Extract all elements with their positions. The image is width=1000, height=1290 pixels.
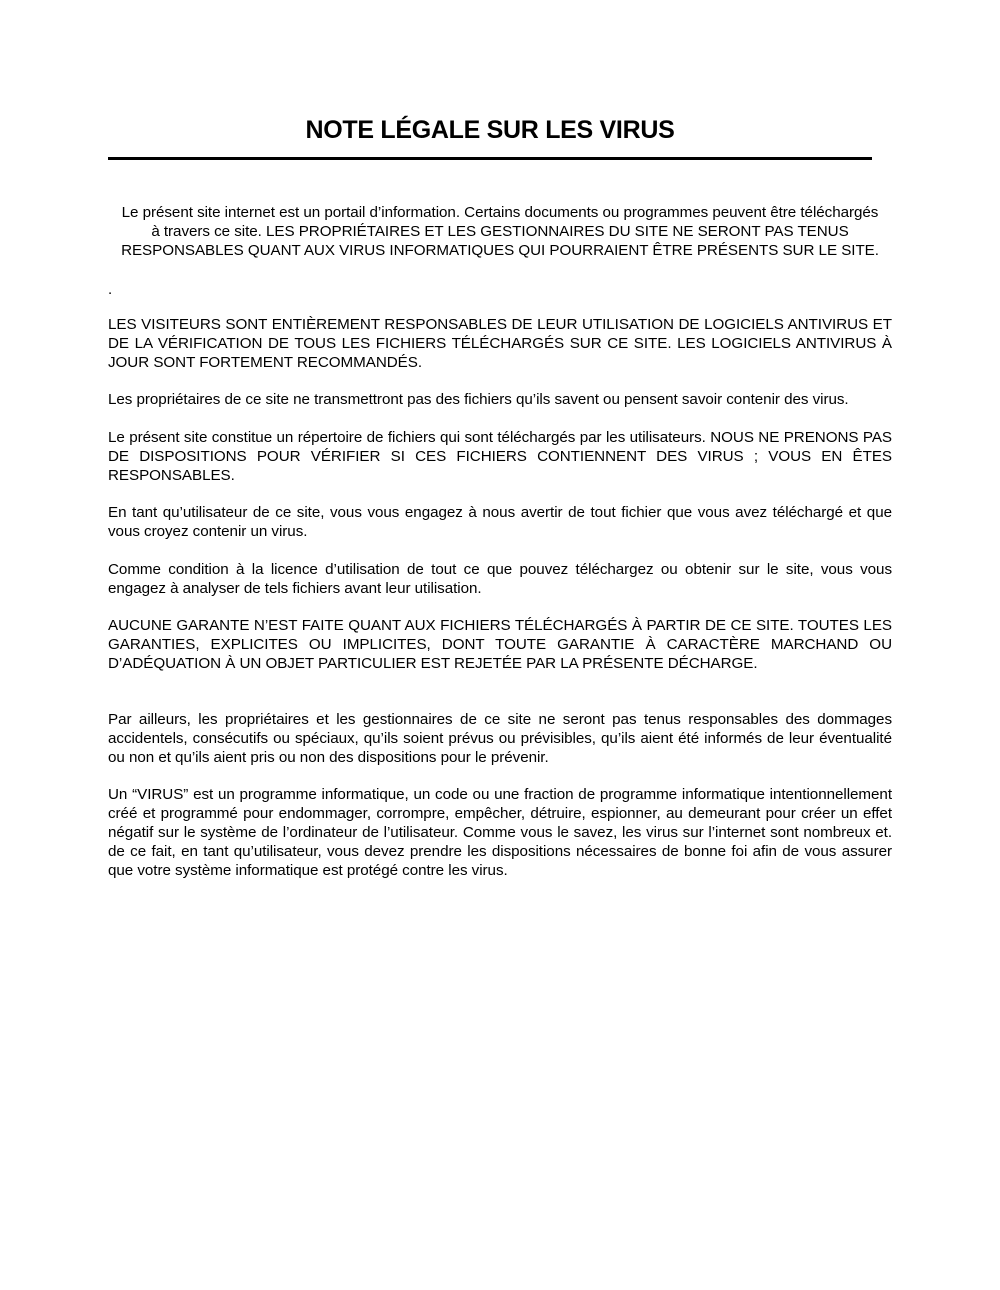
stray-period-mark: . — [108, 281, 113, 298]
paragraph-file-repository: Le présent site constitue un répertoire de fichiers qui sont téléchargés par les utilisateurs. NOUS NE PRENONS PAS DE DISPOSITIONS POUR VÉRIFIER SI CES FICHIERS CONTIENNENT DES VIRUS ; VOUS EN ÊTES RESPONSABLES. — [108, 429, 892, 484]
document-title: NOTE LÉGALE SUR LES VIRUS — [305, 116, 675, 144]
paragraph-user-notify: En tant qu’utilisateur de ce site, vous vous engagez à nous avertir de tout fichier que vous avez téléchargé et que vous croyez contenir un virus. — [108, 504, 892, 540]
paragraph-virus-definition: Un “VIRUS” est un programme informatique, un code ou une fraction de programme informatique intentionnellement créé et programmé pour endommager, corrompre, empêcher, détruire, espionner, au demeurant pour créer un effet négatif sur le système de l’ordinateur de l’utilisateur. Comme vous le savez, les virus sur l’internet sont nombreux et. de ce fait, en tant qu’utilisateur, vous devez prendre les dispositions nécessaires de bonne foi afin de vous assurer que votre système informatique est protégé contre les virus. — [108, 786, 892, 879]
title-underline-divider — [108, 157, 872, 160]
intro-paragraph: Le présent site internet est un portail d’information. Certains documents ou programmes peuvent être téléchargés à travers ce site. LES PROPRIÉTAIRES ET LES GESTIONNAIRES DU SITE NE SERONT PAS TENUS RESPONSABLES QUANT AUX VIRUS INFORMATIQUES QUI POURRAIENT ÊTRE PRÉSENTS SUR LE SITE. — [121, 204, 879, 259]
paragraph-no-warranty: AUCUNE GARANTE N’EST FAITE QUANT AUX FICHIERS TÉLÉCHARGÉS À PARTIR DE CE SITE. TOUTES LES GARANTIES, EXPLICITES OU IMPLICITES, DONT TOUTE GARANTIE À CARACTÈRE MARCHAND OU D’ADÉQUATION À UN OBJET PARTICULIER EST REJETÉE PAR LA PRÉSENTE DÉCHARGE. — [108, 617, 892, 672]
paragraph-owners-no-transmit: Les propriétaires de ce site ne transmettront pas des fichiers qu’ils savent ou pensent savoir contenir des virus. — [108, 391, 849, 408]
paragraph-visitors-responsibility: LES VISITEURS SONT ENTIÈREMENT RESPONSABLES DE LEUR UTILISATION DE LOGICIELS ANTIVIRUS ET DE LA VÉRIFICATION DE TOUS LES FICHIERS TÉLÉCHARGÉS SUR CE SITE. LES LOGICIELS ANTIVIRUS À JOUR SONT FORTEMENT RECOMMANDÉS. — [108, 316, 892, 371]
paragraph-license-condition: Comme condition à la licence d’utilisation de tout ce que pouvez téléchargez ou obtenir sur le site, vous vous engagez à analyser de tels fichiers avant leur utilisation. — [108, 561, 892, 597]
paragraph-no-liability: Par ailleurs, les propriétaires et les gestionnaires de ce site ne seront pas tenus responsables des dommages accidentels, consécutifs ou spéciaux, qu’ils soient prévus ou prévisibles, qu’ils aient été informés de leur éventualité ou non et qu’ils aient pris ou non des dispositions pour le prévenir. — [108, 711, 892, 766]
